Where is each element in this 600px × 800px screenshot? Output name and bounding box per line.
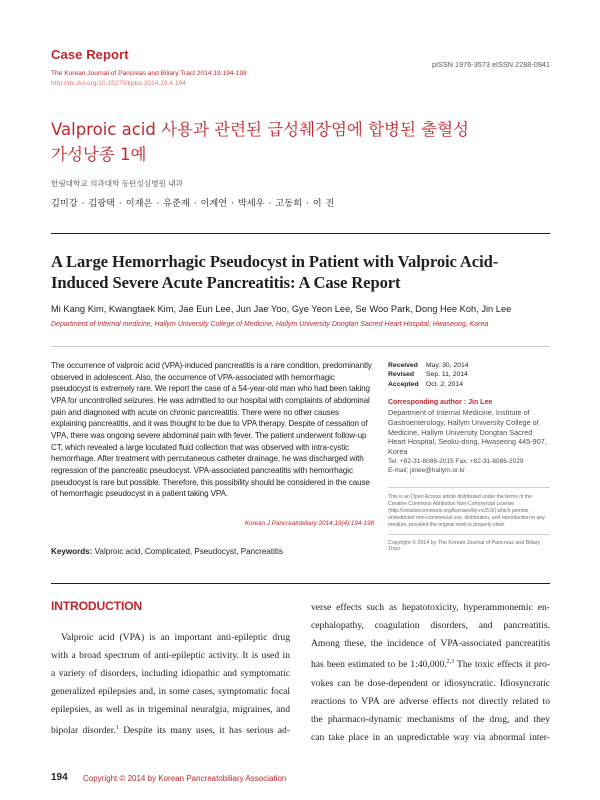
english-title <box>51 251 551 293</box>
body-divider <box>51 583 550 584</box>
body-line: Valproic acid (VPA) is an important anti-epileptic drug <box>61 632 290 643</box>
body-text: The toxic effects it pro- <box>454 659 551 671</box>
english-affiliation: Department of Internal medicine, Hallym University College of Medicine, Hallym University Dongtan Sacred Heart Hospital, Hwaseong, Korea <box>51 321 489 328</box>
body-text: bipolar disorder. <box>51 725 116 737</box>
body-line <box>51 719 290 740</box>
body-line: the pharmaco-dynamic mechanisms of the drug, and they <box>311 713 550 725</box>
sidebar-divider-2 <box>388 534 550 535</box>
english-title-line-1: A Large Hemorrhagic Pseudocyst in Patient with Valproic Acid- <box>51 252 499 271</box>
doi-link[interactable]: http://dx.doi.org/10.15279/kpba.2014.19.4.194 <box>51 80 186 87</box>
corresponding-phone: Tel. +82-31-8086-2015 Fax. +82-31-8086-2029 <box>388 457 524 465</box>
footer-copyright: Copyright © 2014 by Korean Pancreatobiliary Association <box>83 774 287 783</box>
keywords-label: Keywords: <box>51 547 93 556</box>
sidebar-divider <box>388 487 550 488</box>
corresponding-address: Department of Internal Medicine, Institute of Gastroenterology, Hallym University College of Medicine, Hallym University Dongtan Sacred Heart Hospital, Seoku-dong, Hwaseong 445-907, Korea <box>388 408 547 457</box>
abstract-citation: Korean J Pancreatobiliary 2014;19(4):194-198 <box>244 520 374 527</box>
accepted-date: Oct. 2, 2014 <box>426 380 464 388</box>
korean-title-line-2: 가성낭종 1예 <box>51 145 147 164</box>
body-line: generalized epilepsies and, in some cases, symptomatic focal <box>51 686 290 698</box>
body-line: verse effects such as hepatotoxicity, hyperammonemic en- <box>311 602 550 613</box>
license-text: This is an Open Access article distributed under the terms of the Creative Commons Attribution Non-Commercial License (http://creativecommons.org/licenses/by-nc/3.0/) which permits unrestricted non-commercial use, distribution, and reproduction in any medium, provided the original work is properly cited. <box>388 493 545 528</box>
abstract-divider <box>51 346 550 347</box>
english-authors: Mi Kang Kim, Kwangtaek Kim, Jae Eun Lee, Jun Jae Yoo, Gye Yeon Lee, Se Woo Park, Dong Hee Koh, Jin Lee <box>51 304 512 314</box>
body-line: a variety of disorders, including idiopathic and symptomatic <box>51 668 290 680</box>
body-line <box>311 653 550 674</box>
corresponding-email[interactable]: E-mail; jinlee@hallym.or.kr <box>388 467 466 475</box>
title-divider <box>51 233 550 234</box>
page-number: 194 <box>51 772 68 783</box>
body-line: reactions to VPA are adverse effects not directly related to <box>311 695 550 707</box>
introduction-right-column <box>311 599 550 747</box>
body-line: vokes can be dose-dependent or idiosyncratic. Idiosyncratic <box>311 677 550 689</box>
corresponding-author-label: Corresponding author : Jin Lee <box>388 399 493 407</box>
accepted-row <box>388 380 550 389</box>
revised-row <box>388 370 550 379</box>
english-title-line-2: Induced Severe Acute Pancreatitis: A Case Report <box>51 273 401 292</box>
received-row <box>388 361 550 370</box>
article-info-sidebar <box>388 361 550 552</box>
body-line: epilepsies, as well as in trigeminal neuralgia, migraines, and <box>51 704 290 716</box>
reference-superscript[interactable]: 2,3 <box>446 659 455 666</box>
received-label: Received <box>388 362 418 369</box>
revised-date: Sep. 11, 2014 <box>426 371 468 379</box>
korean-title <box>51 117 551 167</box>
body-line: Among these, the incidence of VPA-associated pancreatitis <box>311 638 550 650</box>
sidebar-copyright: Copyright © 2014 by The Korean Journal of Pancreas and Biliary Tract <box>388 540 541 553</box>
body-line: cephalopathy, coagulation disorders, and pancreatitis. <box>311 620 550 632</box>
body-line: with a broad spectrum of anti-epileptic activity. It is used in <box>51 650 290 662</box>
introduction-left-column <box>51 629 290 741</box>
abstract-text: The occurrence of valproic acid (VPA)-induced pancreatitis is a rare condition, predominantly observed in adolescent. Also, the occurrence of VPA-associated with hemorrhagic pseudocyst is extremely rare. We report the case of a 54-year-old man who had been taking VPA for uncontrolled seizures. He was admitted to our hospital with complaints of abdominal pain and diagnosed with acute on chronic pancreatitis. There were no other causes explaining pancreatitis, and it was thought to be due to VPA therapy. Despite of cessation of VPA, there was ongoing severe abdominal pain with fever. The patient underwent follow-up CT, which revealed a large loculated fluid collection that was observed with intra-cystic hemorrhage. After treatment with percutaneous catheter drainage, he was discharged with regression of the pancreatic pseudocyst. VPA-associated pancreatitis with hemorrhagic pseudocyst is rare but possible. Therefore, this possibility should be considered in the cause of hemorrhagic pseudocyst in a patient taking VPA. <box>51 361 372 499</box>
korean-title-line-1: Valproic acid 사용과 관련된 급성췌장염에 합병된 출혈성 <box>51 120 469 139</box>
reference-superscript[interactable]: 1 <box>115 725 119 732</box>
body-text: has been estimated to be 1:40,000. <box>311 659 447 671</box>
korean-authors: 김미강 · 김광택 · 이재은 · 유준재 · 이계연 · 박세우 · 고동희 · 이 진 <box>51 198 335 209</box>
issn: pISSN 1976-3573 eISSN 2288-0941 <box>431 60 550 69</box>
introduction-heading: INTRODUCTION <box>51 599 143 613</box>
keywords-values: Valproic acid, Complicated, Pseudocyst, Pancreatitis <box>92 547 283 556</box>
body-text: Despite its many uses, it has serious ad- <box>118 725 290 737</box>
korean-affiliation: 한림대학교 의과대학 동탄성심병원 내과 <box>51 179 183 188</box>
body-line: can take place in an unpredictable way via abnormal inter- <box>311 731 550 743</box>
accepted-label: Accepted <box>388 380 419 388</box>
journal-citation: The Korean Journal of Pancreas and Biliary Tract 2014;19:194-198 <box>51 70 247 77</box>
article-type-label: Case Report <box>51 47 129 62</box>
received-date: May. 30, 2014 <box>426 362 469 369</box>
keywords <box>51 547 374 556</box>
revised-label: Revised <box>388 371 415 379</box>
